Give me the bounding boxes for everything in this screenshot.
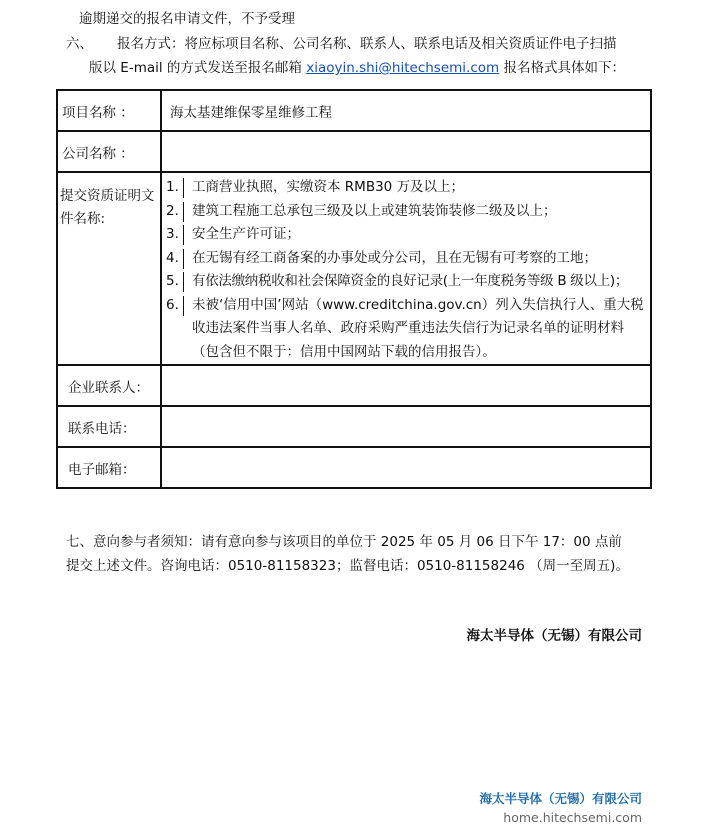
company-label: 公司名称 ：: [57, 131, 161, 172]
section7-line1: 七、意向参与者须知：请有意向参与该项目的单位于 2025 年 05 月 06 日下午 17：00 点前: [66, 534, 622, 550]
requirement-item: [166, 247, 648, 271]
company-value: [161, 131, 651, 172]
qualification-label-line1: 提交资质证明文: [60, 188, 155, 204]
section6-line2-pre: 版以 E-mail 的方式发送至报名邮箱: [89, 60, 302, 76]
section7-line2: 提交上述文件。咨询电话：0510-81158323；监督电话：0510-81158246 （周一至周五)。: [66, 558, 629, 574]
project-row: [57, 90, 651, 131]
project-label: 项目名称 ：: [57, 90, 161, 131]
requirement-item: [166, 176, 648, 200]
section6-line1: 报名方式：将应标项目名称、公司名称、联系人、联系电话及相关资质证件电子扫描: [117, 36, 617, 52]
qualification-label-line2: 件名称:: [60, 211, 106, 227]
contact-label: 企业联系人：: [57, 365, 161, 406]
requirement-number: 6.: [166, 294, 179, 318]
project-value: 海太基建维保零星维修工程: [161, 90, 651, 131]
qualification-label: [57, 172, 161, 365]
requirement-item: [166, 270, 648, 294]
requirement-number: 1.: [166, 176, 179, 200]
requirement-number: 5.: [166, 270, 179, 294]
requirement-item: [166, 200, 648, 224]
qualification-list-cell: [161, 172, 651, 365]
footer-company: 海太半导体（无锡）有限公司: [479, 791, 642, 806]
registration-form-table: [56, 89, 652, 489]
requirement-text: 在无锡有经工商备案的办事处或分公司，且在无锡有可考察的工地；: [192, 249, 597, 266]
email-row: [57, 447, 651, 488]
requirement-text: 工商营业执照，实缴资本 RMB30 万及以上；: [192, 179, 465, 195]
requirement-text: 安全生产许可证；: [192, 226, 300, 242]
section6-line2-post: 报名格式具体如下：: [503, 60, 625, 76]
requirement-number: 3.: [166, 223, 179, 247]
phone-label: 联系电话：: [57, 406, 161, 447]
company-row: [57, 131, 651, 172]
qualification-row: [57, 172, 651, 365]
section6-line2: [89, 56, 625, 76]
late-notice: 逾期递交的报名申请文件，不予受理: [79, 11, 295, 27]
requirement-item: [166, 294, 648, 365]
requirement-item: [166, 223, 648, 247]
company-signature: 海太半导体（无锡）有限公司: [466, 628, 642, 644]
requirement-number: 2.: [166, 200, 179, 224]
requirement-text: 建筑工程施工总承包三级及以上或建筑装饰装修二级及以上；: [192, 202, 557, 219]
requirement-text: 未被‘信用中国’网站（www.creditchina.gov.cn）列入失信执行人、重大税收违法案件当事人名单、政府采购严重违法失信行为记录名单的证明材料（包含但不限于：信用中国网站下载的信用报告）。: [192, 296, 644, 360]
section6-number: 六、: [66, 36, 93, 52]
phone-row: [57, 406, 651, 447]
requirements-list: [166, 176, 648, 364]
requirement-number: 4.: [166, 247, 179, 271]
contact-value: [161, 365, 651, 406]
phone-value: [161, 406, 651, 447]
requirement-text: 有依法缴纳税收和社会保障资金的良好记录(上一年度税务等级 B 级以上)；: [192, 273, 629, 289]
email-link[interactable]: xiaoyin.shi@hitechsemi.com: [306, 60, 500, 76]
email-label: 电子邮箱：: [57, 447, 161, 488]
footer-url[interactable]: home.hitechsemi.com: [503, 810, 642, 825]
email-value: [161, 447, 651, 488]
contact-row: [57, 365, 651, 406]
